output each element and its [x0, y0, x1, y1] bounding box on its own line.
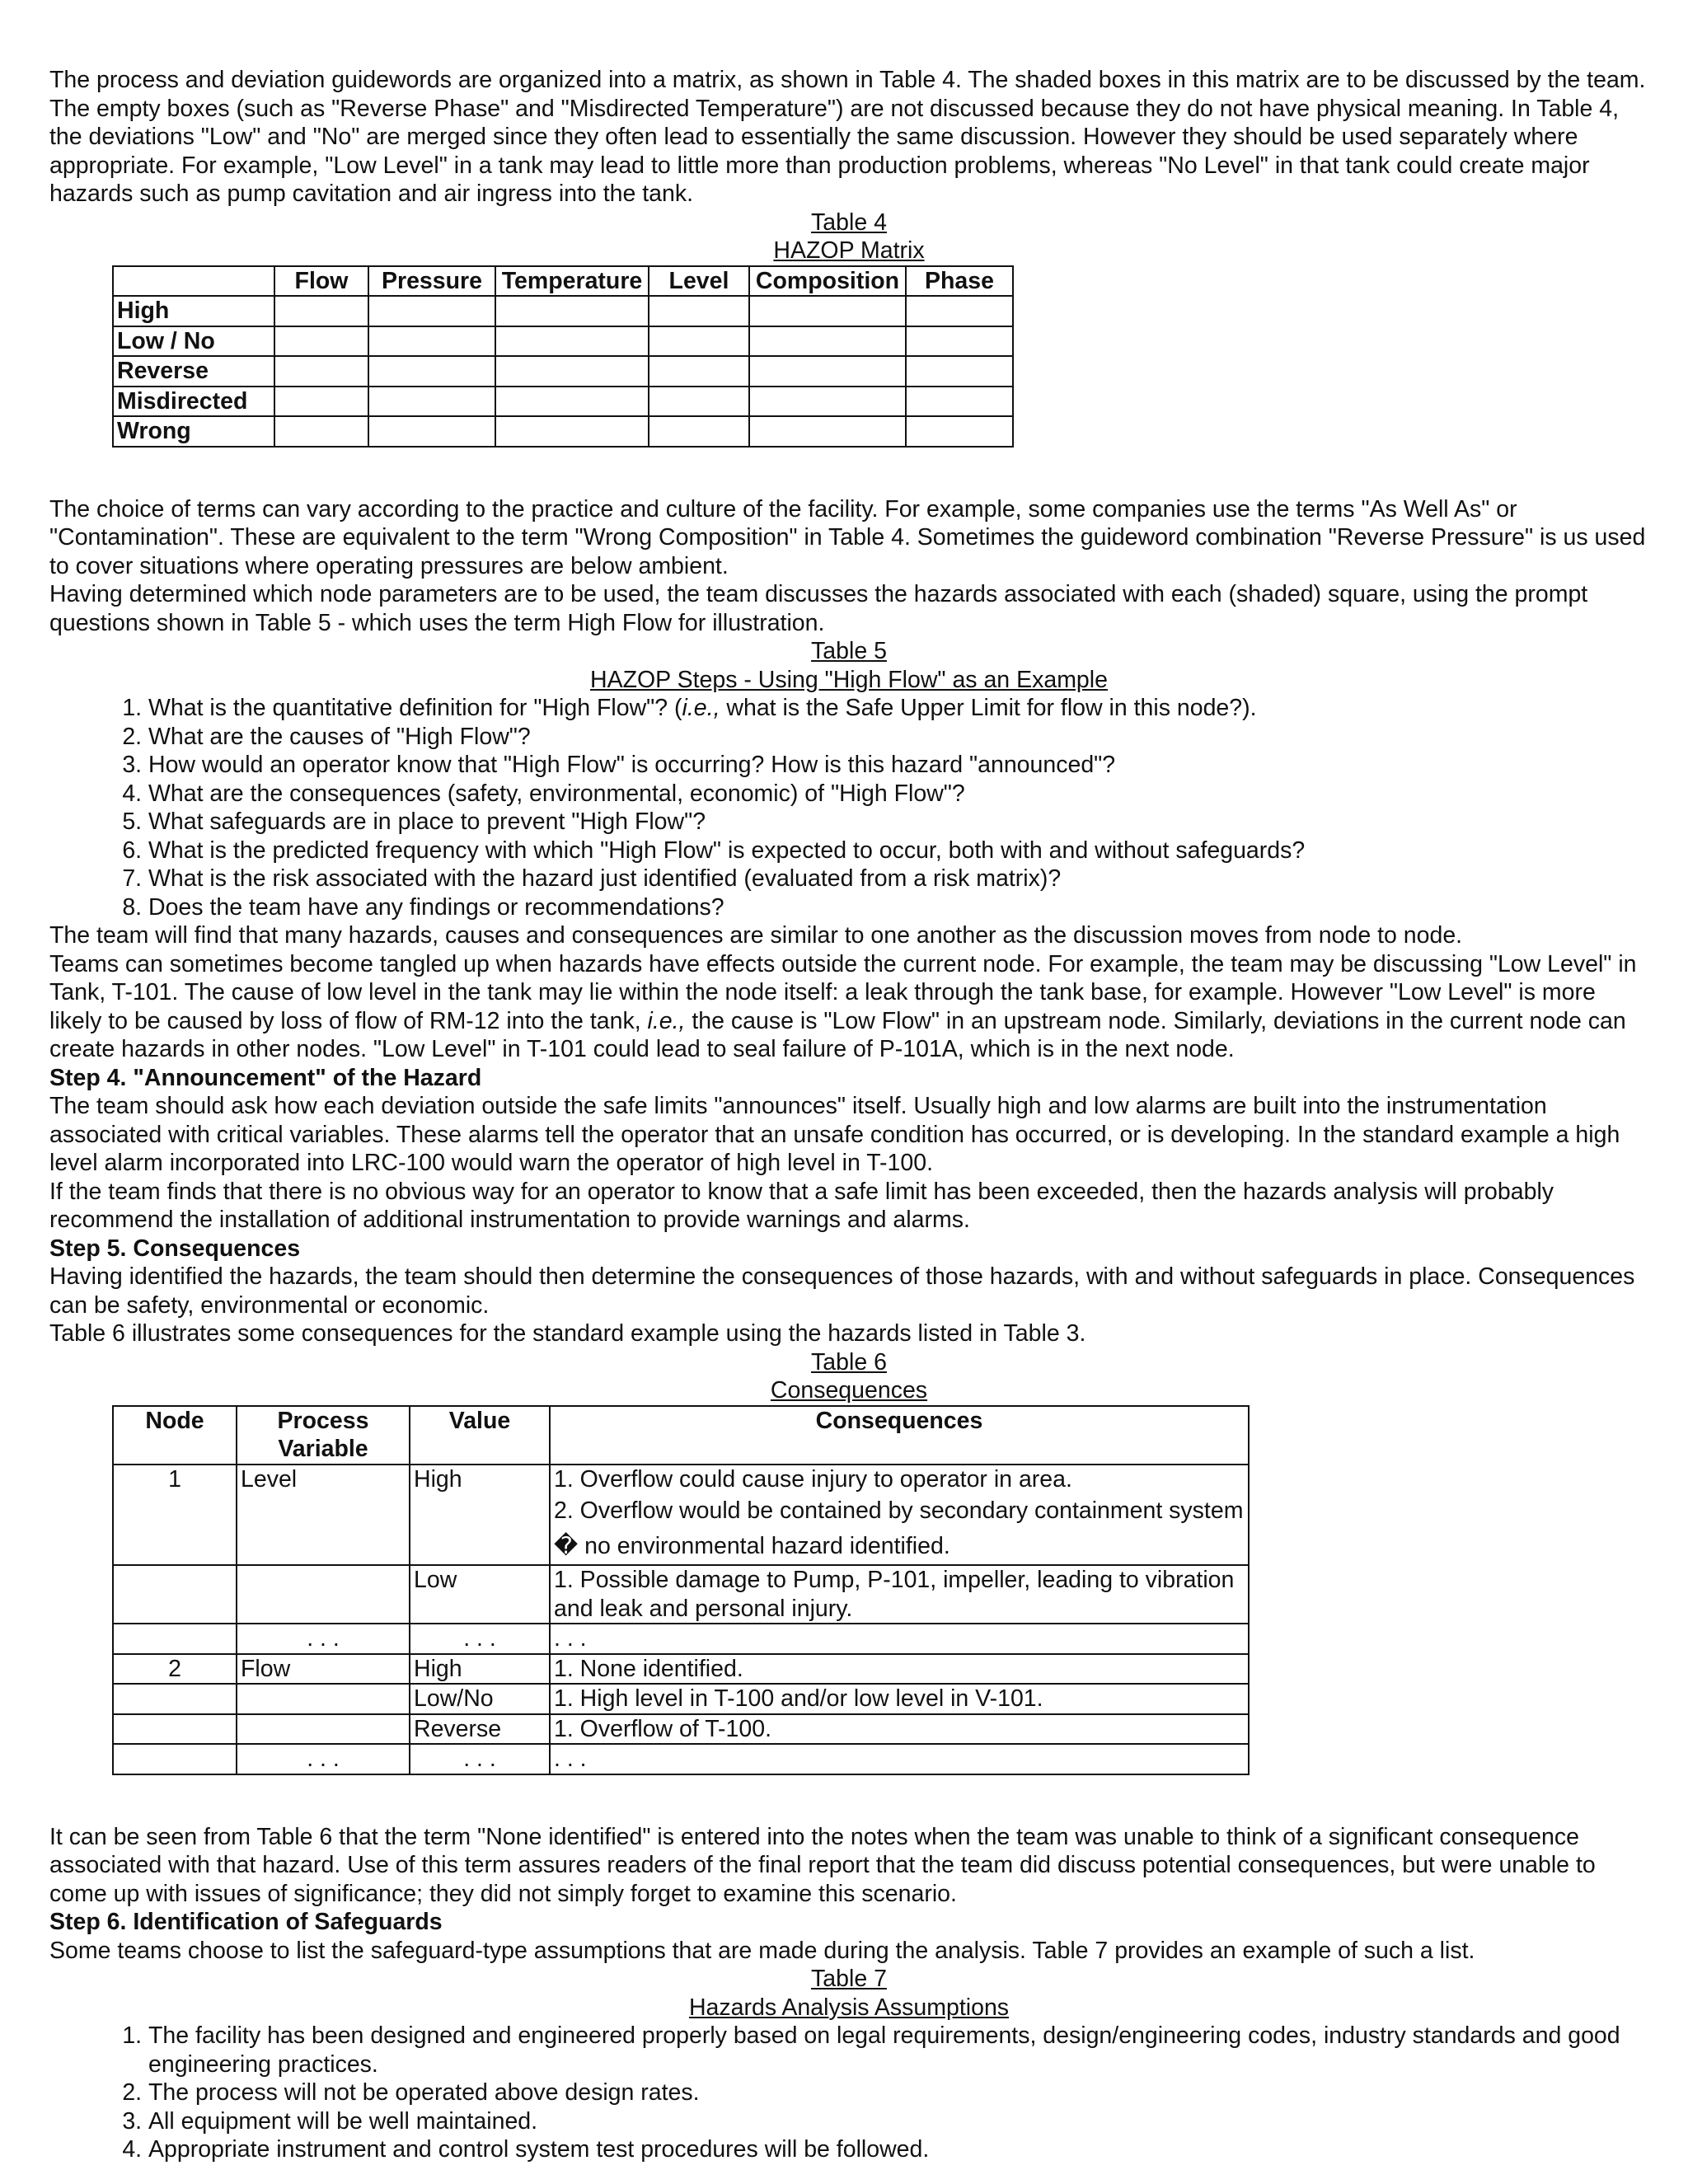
cons-text-cell: 1. None identified.: [550, 1654, 1249, 1685]
cons-pv-cell: [237, 1565, 410, 1624]
matrix-cell: [274, 416, 368, 447]
cons-pv-cell: Flow: [237, 1654, 410, 1685]
hazop-matrix-table: [112, 265, 1014, 448]
cons-value-cell: Low: [410, 1565, 550, 1624]
matrix-cell: [495, 296, 649, 326]
cons-col-header: Value: [410, 1406, 550, 1465]
table4-label: Table 4: [811, 209, 887, 236]
cons-value-cell: . . .: [410, 1624, 550, 1654]
assumptions-list: [49, 2022, 1648, 2164]
matrix-cell: [649, 356, 749, 387]
cons-text-cell: 1. Possible damage to Pump, P-101, impeller, leading to vibration and leak and personal injury.: [550, 1565, 1249, 1624]
intro-paragraph: The process and deviation guidewords are organized into a matrix, as shown in Table 4. The shaded boxes in this matrix are to be discussed by the team. The empty boxes (such as "Reverse Phase" and "Misdirected Temperature") are not discussed because they do not have physical meaning. In Table 4, the deviations "Low" and "No" are merged since they often lead to essentially the same discussion. However they should be used separately where appropriate. For example, "Low Level" in a tank may lead to little more than production problems, whereas "No Level" in that tank could create major hazards such as pump cavitation and air ingress into the tank.: [49, 67, 1646, 207]
table-row: [113, 1624, 1249, 1654]
matrix-cell: [368, 296, 495, 326]
matrix-row: [113, 416, 1013, 447]
cons-col-header: Consequences: [550, 1406, 1249, 1465]
cons-node-cell: [113, 1684, 237, 1714]
table-row: [113, 1714, 1249, 1745]
matrix-cell: [274, 356, 368, 387]
matrix-cell: [649, 416, 749, 447]
seen-paragraph: It can be seen from Table 6 that the term "None identified" is entered into the notes when the team was unable to think of a significant consequence associated with that hazard. Use of this term assures readers of the final report that the team did discuss potential consequences, but were unable to come up with issues of significance; they did not simply forget to examine this scenario.: [49, 1823, 1596, 1907]
table-row: [113, 1654, 1249, 1685]
matrix-cell: [368, 416, 495, 447]
matrix-row-label: Wrong: [113, 416, 274, 447]
matrix-cell: [749, 387, 906, 417]
matrix-row: [113, 387, 1013, 417]
spacer: [49, 1775, 1648, 1823]
cons-value-cell: High: [410, 1465, 550, 1566]
matrix-cell: [495, 387, 649, 417]
matrix-cell: [749, 326, 906, 357]
matrix-header-row: [113, 266, 1013, 297]
list-item: 3. All equipment will be well maintained.: [148, 2107, 1648, 2136]
matrix-cell: [274, 326, 368, 357]
cons-text-cell: [550, 1465, 1249, 1566]
table-row: [113, 1744, 1249, 1774]
list-item: 1. The facility has been designed and engineered properly based on legal requirements, design/engineering codes, industry standards and good engineering practices.: [148, 2022, 1648, 2079]
cons-node-cell: 2: [113, 1654, 237, 1685]
matrix-cell: [906, 326, 1013, 357]
cons-line: 1. Overflow could cause injury to operator in area.: [554, 1465, 1072, 1493]
matrix-cell: [649, 296, 749, 326]
table4-title: HAZOP Matrix: [773, 237, 925, 264]
table6-title: Consequences: [770, 1377, 928, 1404]
cons-value-cell: Low/No: [410, 1684, 550, 1714]
matrix-corner-cell: [113, 266, 274, 297]
cons-pv-cell: . . .: [237, 1624, 410, 1654]
matrix-row: [113, 326, 1013, 357]
list-item: 7. What is the risk associated with the hazard just identified (evaluated from a risk matrix)?: [148, 865, 1648, 893]
table-row: [113, 1465, 1249, 1566]
table5-title: HAZOP Steps - Using "High Flow" as an Example: [590, 666, 1108, 693]
matrix-cell: [749, 356, 906, 387]
table6-label: Table 6: [811, 1348, 887, 1376]
cons-value-cell: . . .: [410, 1744, 550, 1774]
cons-value-cell: Reverse: [410, 1714, 550, 1745]
matrix-row: [113, 356, 1013, 387]
matrix-cell: [649, 326, 749, 357]
matrix-cell: [274, 387, 368, 417]
matrix-cell: [274, 296, 368, 326]
cons-text-cell: . . .: [550, 1744, 1249, 1774]
step4-paragraph-1: The team should ask how each deviation outside the safe limits "announces" itself. Usually high and low alarms are built into the instrumentation associated with critical variables. These alarms tell the operator that an unsafe condition has occurred, or is developing. In the standard example a high level alarm incorporated into LRC-100 would warn the operator of high level in T-100.: [49, 1093, 1620, 1176]
matrix-col-header: Level: [649, 266, 749, 297]
list-item: 5. What safeguards are in place to prevent "High Flow"?: [148, 808, 1648, 837]
matrix-cell: [495, 416, 649, 447]
step4-heading: Step 4. "Announcement" of the Hazard: [49, 1064, 482, 1091]
consequences-table: [112, 1405, 1250, 1775]
matrix-cell: [906, 296, 1013, 326]
list-item: 4. Appropriate instrument and control system test procedures will be followed.: [148, 2135, 1648, 2164]
list-item: 2. The process will not be operated above design rates.: [148, 2079, 1648, 2107]
having-paragraph: Having determined which node parameters are to be used, the team discusses the hazards associated with each (shaded) square, using the prompt questions shown in Table 5 - which uses the term High Flow for illustration.: [49, 581, 1588, 636]
matrix-cell: [368, 387, 495, 417]
matrix-row-label: Misdirected: [113, 387, 274, 417]
table7-title: Hazards Analysis Assumptions: [688, 1994, 1010, 2021]
matrix-col-header: Pressure: [368, 266, 495, 297]
cons-text-cell: 1. Overflow of T-100.: [550, 1714, 1249, 1745]
list-item: 3. How would an operator know that "High Flow" is occurring? How is this hazard "announced"?: [148, 751, 1648, 780]
matrix-cell: [368, 356, 495, 387]
cons-node-cell: [113, 1744, 237, 1774]
table7-label: Table 7: [811, 1966, 887, 1992]
cons-pv-cell: Level: [237, 1465, 410, 1566]
matrix-cell: [906, 356, 1013, 387]
hazop-steps-list: [49, 694, 1648, 921]
matrix-cell: [495, 356, 649, 387]
cons-value-cell: High: [410, 1654, 550, 1685]
cons-node-cell: 1: [113, 1465, 237, 1566]
cons-pv-cell: [237, 1714, 410, 1745]
table5-label: Table 5: [811, 638, 887, 664]
table-row: [113, 1565, 1249, 1624]
step6-heading: Step 6. Identification of Safeguards: [49, 1909, 443, 1935]
matrix-cell: [749, 296, 906, 326]
matrix-col-header: Flow: [274, 266, 368, 297]
cons-line: 2. Overflow would be contained by secondary containment system � no environmental hazard identified.: [554, 1497, 1244, 1559]
matrix-cell: [906, 387, 1013, 417]
choice-paragraph: The choice of terms can vary according to the practice and culture of the facility. For example, some companies use the terms "As Well As" or "Contamination". These are equivalent to the term "Wrong Composition" in Table 4. Sometimes the guideword combination "Reverse Pressure" is us used to cover situations where operating pressures are below ambient.: [49, 495, 1646, 579]
matrix-row-label: Low / No: [113, 326, 274, 357]
cons-text-cell: 1. High level in T-100 and/or low level in V-101.: [550, 1684, 1249, 1714]
matrix-cell: [368, 326, 495, 357]
step5-paragraph-2: Table 6 illustrates some consequences for the standard example using the hazards listed in Table 3.: [49, 1320, 1086, 1347]
spacer: [49, 448, 1648, 495]
team-paragraph-1: The team will find that many hazards, causes and consequences are similar to one another as the discussion moves from node to node.: [49, 922, 1463, 949]
cons-header-row: [113, 1406, 1249, 1465]
matrix-row-label: High: [113, 296, 274, 326]
cons-col-header: Node: [113, 1406, 237, 1465]
team-paragraph-2: Teams can sometimes become tangled up when hazards have effects outside the current node. For example, the team may be discussing "Low Level" in Tank, T-101. The cause of low level in the tank may lie within the node itself: a leak through the tank base, for example. However "Low Level" is more likely to be caused by loss of flow of RM-12 into the tank, i.e., the cause is "Low Flow" in an upstream node. Similarly, deviations in the current node can create hazards in other nodes. "Low Level" in T-101 could lead to seal failure of P-101A, which is in the next node.: [49, 950, 1637, 1062]
step5-paragraph-1: Having identified the hazards, the team should then determine the consequences of those hazards, with and without safeguards in place. Consequences can be safety, environmental or economic.: [49, 1263, 1635, 1319]
cons-node-cell: [113, 1565, 237, 1624]
cons-node-cell: [113, 1624, 237, 1654]
matrix-cell: [495, 326, 649, 357]
table-row: [113, 1684, 1249, 1714]
matrix-cell: [906, 416, 1013, 447]
cons-node-cell: [113, 1714, 237, 1745]
matrix-cell: [749, 416, 906, 447]
matrix-cell: [649, 387, 749, 417]
step4-paragraph-2: If the team finds that there is no obvious way for an operator to know that a safe limit has been exceeded, then the hazards analysis will probably recommend the installation of additional instrumentation to provide warnings and alarms.: [49, 1178, 1554, 1233]
cons-pv-cell: [237, 1684, 410, 1714]
matrix-row: [113, 296, 1013, 326]
list-item: 6. What is the predicted frequency with which "High Flow" is expected to occur, both with and without safeguards?: [148, 837, 1648, 865]
cons-col-header: Process Variable: [237, 1406, 410, 1465]
list-item: 1. What is the quantitative definition for "High Flow"? (i.e., what is the Safe Upper Limit for flow in this node?).: [148, 694, 1648, 723]
document-page: [49, 66, 1648, 2164]
list-item: 2. What are the causes of "High Flow"?: [148, 723, 1648, 752]
matrix-col-header: Phase: [906, 266, 1013, 297]
step6-paragraph-1: Some teams choose to list the safeguard-type assumptions that are made during the analysis. Table 7 provides an example of such a list.: [49, 1937, 1475, 1964]
step5-heading: Step 5. Consequences: [49, 1235, 301, 1262]
matrix-col-header: Temperature: [495, 266, 649, 297]
list-item: 4. What are the consequences (safety, environmental, economic) of "High Flow"?: [148, 780, 1648, 808]
matrix-row-label: Reverse: [113, 356, 274, 387]
cons-pv-cell: . . .: [237, 1744, 410, 1774]
matrix-col-header: Composition: [749, 266, 906, 297]
list-item: 8. Does the team have any findings or recommendations?: [148, 893, 1648, 922]
cons-text-cell: . . .: [550, 1624, 1249, 1654]
